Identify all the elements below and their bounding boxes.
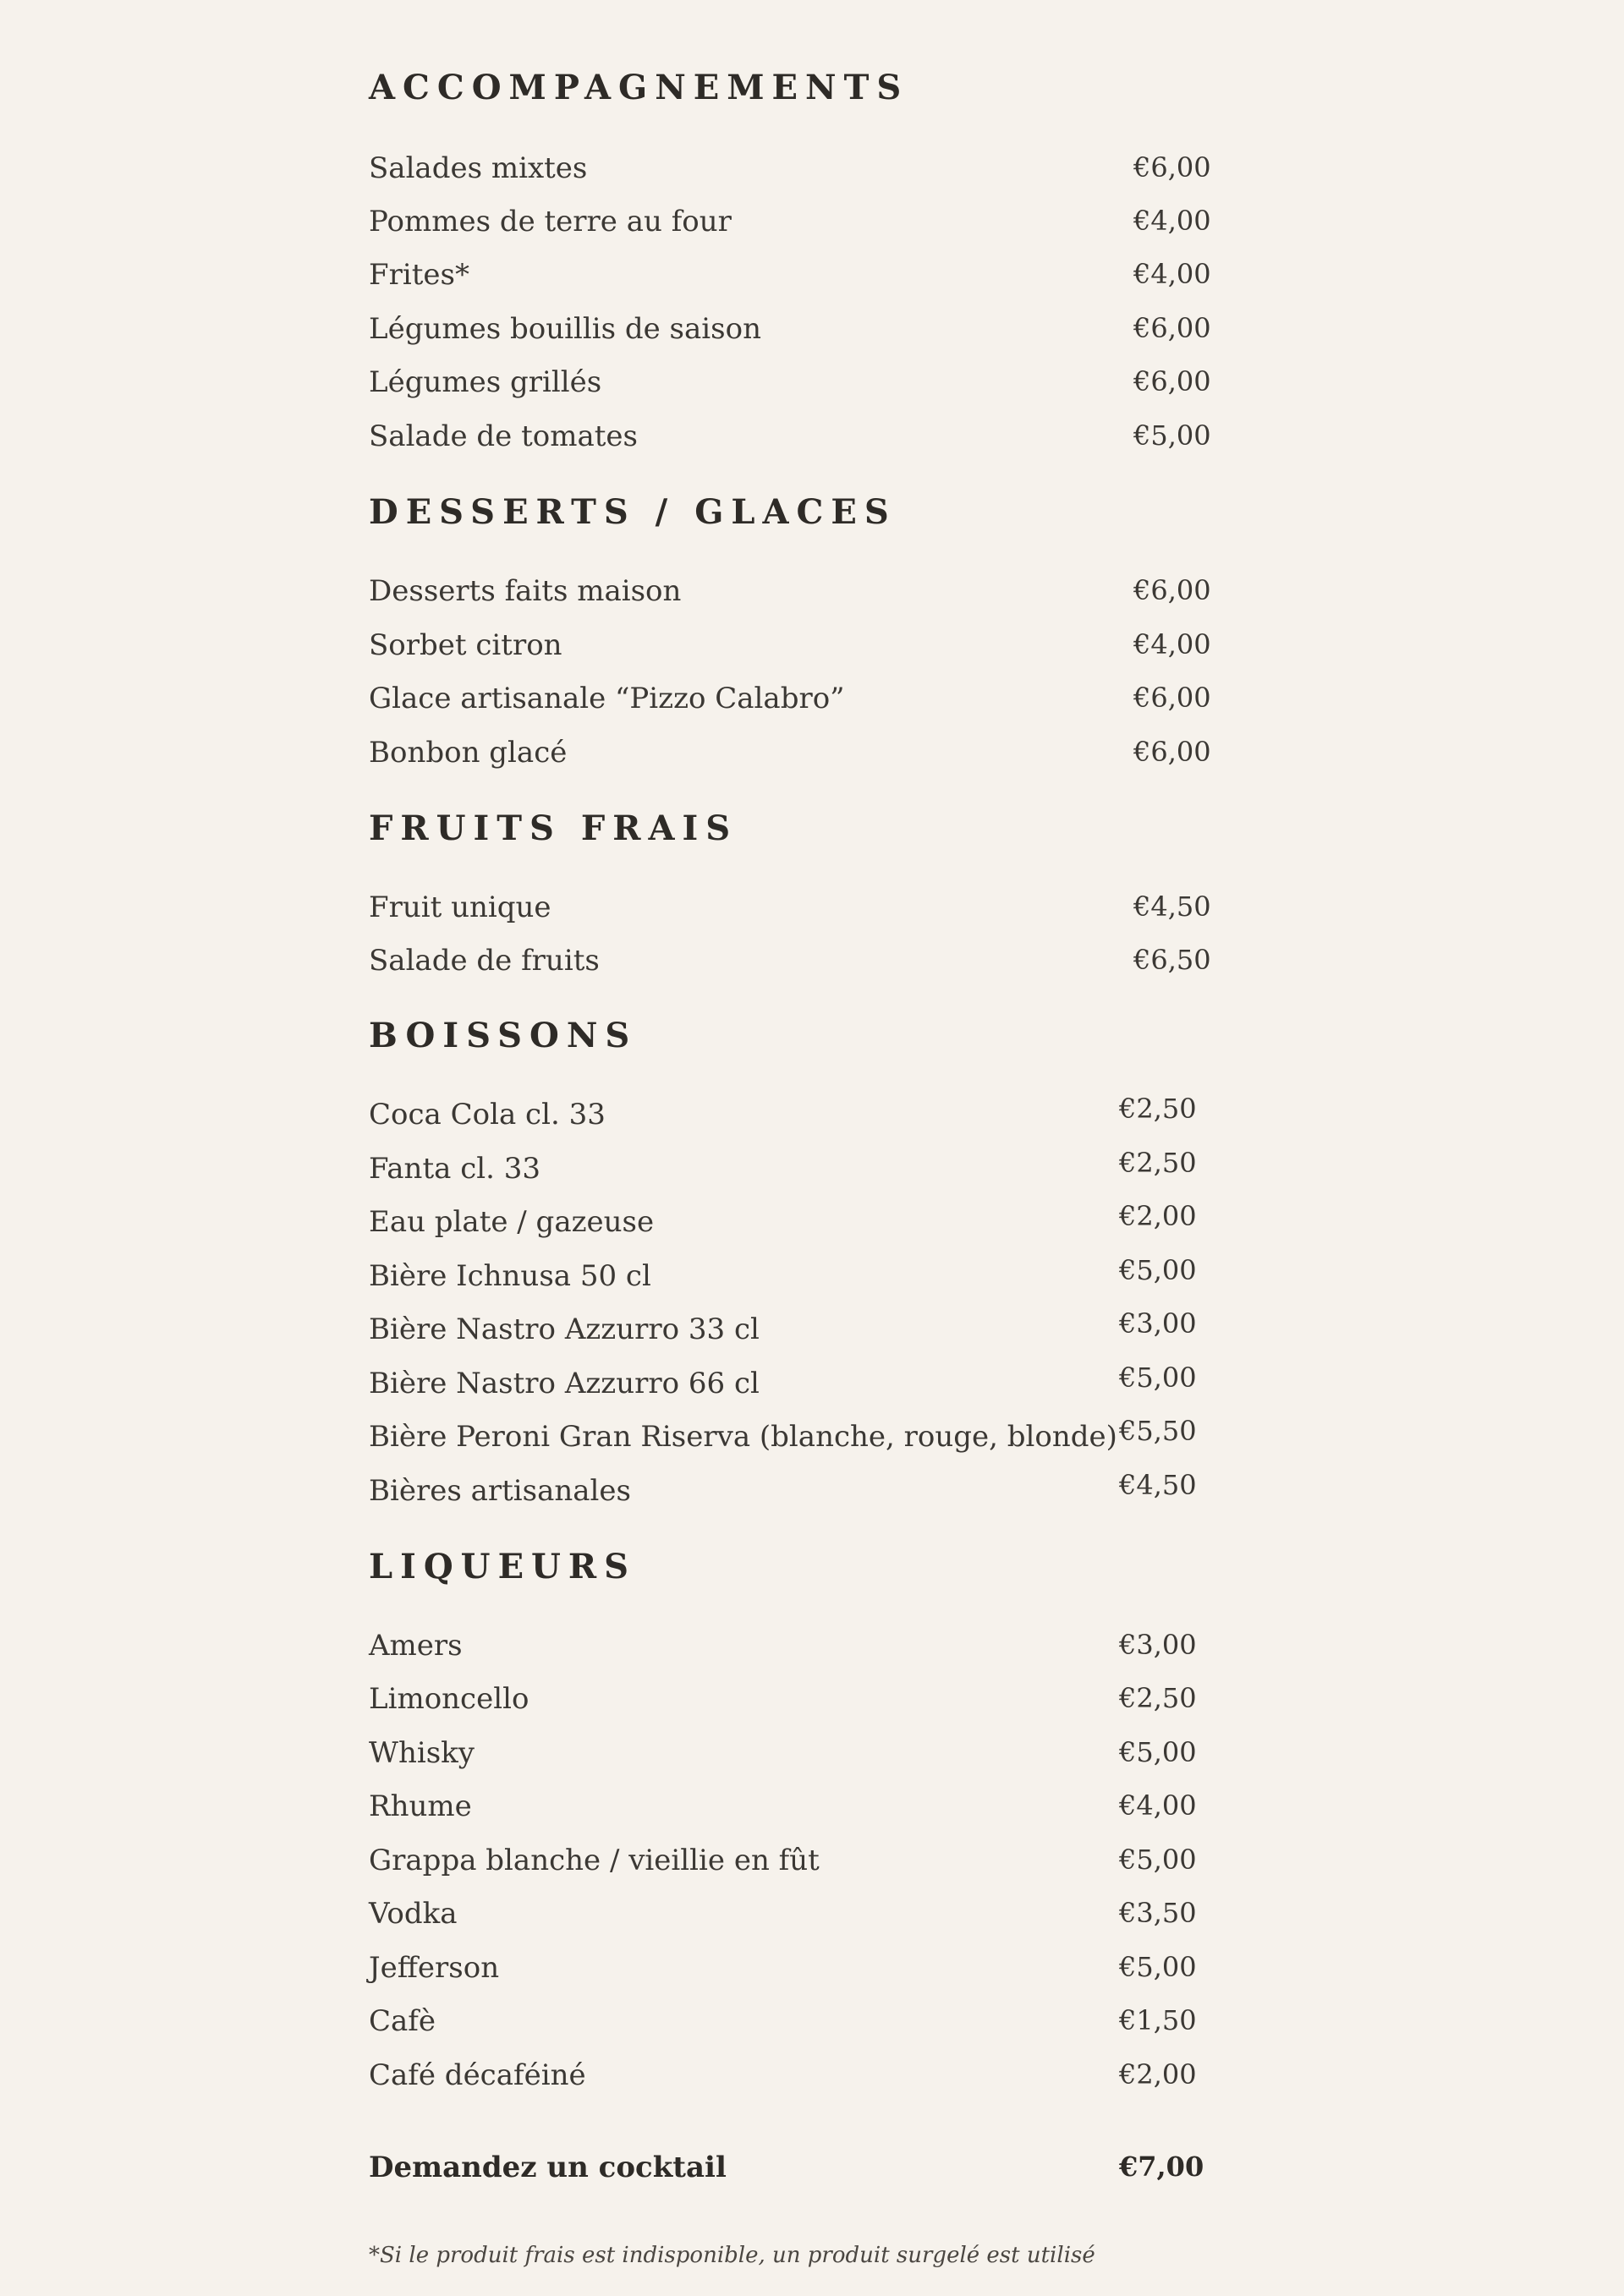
item-name: Bonbon glacé [369, 736, 568, 770]
item-price: €4,00 [1133, 258, 1211, 290]
item-price: €6,50 [1133, 944, 1211, 976]
item-price: €5,00 [1119, 1951, 1197, 1983]
menu-item [369, 205, 1215, 252]
section-title-boissons: BOISSONS [369, 1016, 638, 1055]
section-title-desserts-glaces: DESSERTS / GLACES [369, 492, 897, 532]
item-name: Vodka [369, 1897, 458, 1931]
menu-item [369, 1844, 1215, 1891]
item-name: Sorbet citron [369, 628, 562, 662]
menu-item [369, 258, 1215, 305]
menu-item [369, 574, 1215, 622]
item-name: Desserts faits maison [369, 574, 682, 608]
item-name: Pommes de terre au four [369, 205, 732, 238]
item-name: Bière Ichnusa 50 cl [369, 1259, 651, 1293]
item-price: €3,50 [1119, 1897, 1197, 1929]
item-name: Salades mixtes [369, 151, 588, 185]
item-name: Café décaféiné [369, 2058, 586, 2092]
item-name: Cafè [369, 2004, 436, 2038]
section-title-fruits-frais: FRUITS FRAIS [369, 808, 738, 848]
item-name: Fanta cl. 33 [369, 1152, 540, 1186]
item-price: €6,00 [1133, 151, 1211, 184]
item-name: Limoncello [369, 1682, 529, 1716]
item-price: €5,50 [1119, 1415, 1197, 1447]
menu-item [369, 1362, 1215, 1414]
item-price: €4,00 [1133, 205, 1211, 237]
cocktail-label: Demandez un cocktail [369, 2151, 727, 2184]
menu-item [369, 1682, 1215, 1729]
item-name: Glace artisanale “Pizzo Calabro” [369, 682, 845, 715]
item-name: Bière Peroni Gran Riserva (blanche, rouge, blonde) [369, 1420, 1117, 1454]
item-name: Légumes bouillis de saison [369, 312, 761, 346]
section-title-accompagnements: ACCOMPAGNEMENTS [369, 68, 909, 107]
menu-item [369, 1307, 1215, 1360]
item-price: €2,50 [1119, 1093, 1197, 1125]
menu-item [369, 736, 1215, 783]
menu-item [369, 890, 1215, 938]
item-price: €5,00 [1119, 1844, 1197, 1876]
menu-item [369, 1897, 1215, 1944]
item-price: €6,00 [1133, 682, 1211, 714]
item-price: €2,50 [1119, 1147, 1197, 1179]
item-name: Frites* [369, 258, 469, 292]
menu-item [369, 628, 1215, 676]
item-name: Salade de fruits [369, 944, 600, 978]
section-title-liqueurs: LIQUEURS [369, 1547, 637, 1586]
item-price: €2,00 [1119, 2058, 1197, 2091]
menu-item [369, 312, 1215, 359]
item-name: Whisky [369, 1736, 475, 1770]
menu-item [369, 365, 1215, 413]
item-price: €4,00 [1119, 1789, 1197, 1822]
item-price: €3,00 [1119, 1629, 1197, 1661]
item-name: Eau plate / gazeuse [369, 1205, 655, 1239]
menu-item [369, 2058, 1215, 2106]
item-name: Bière Nastro Azzurro 66 cl [369, 1367, 760, 1400]
item-name: Coca Cola cl. 33 [369, 1098, 606, 1132]
item-price: €3,00 [1119, 1307, 1197, 1340]
menu-item [369, 1789, 1215, 1837]
menu-item [369, 944, 1215, 991]
cocktail-price: €7,00 [1119, 2151, 1204, 2183]
menu-item [369, 1093, 1215, 1145]
cocktail-row [369, 2151, 1215, 2198]
menu-item [369, 419, 1215, 467]
item-price: €6,00 [1133, 365, 1211, 397]
item-price: €2,50 [1119, 1682, 1197, 1714]
item-price: €5,00 [1119, 1254, 1197, 1286]
item-name: Grappa blanche / vieillie en fût [369, 1844, 820, 1877]
item-name: Fruit unique [369, 890, 551, 924]
menu-item [369, 151, 1215, 199]
item-price: €2,00 [1119, 1200, 1197, 1232]
menu-item [369, 1254, 1215, 1307]
item-price: €5,00 [1119, 1736, 1197, 1768]
menu-item [369, 2004, 1215, 2052]
menu-item [369, 1736, 1215, 1784]
menu-item [369, 1951, 1215, 1998]
item-name: Légumes grillés [369, 365, 602, 399]
menu-item [369, 1147, 1215, 1199]
menu-item [369, 1415, 1215, 1467]
item-price: €4,00 [1133, 628, 1211, 660]
item-name: Jefferson [369, 1951, 500, 1985]
item-price: €6,00 [1133, 312, 1211, 344]
menu-item [369, 1200, 1215, 1252]
item-name: Rhume [369, 1789, 472, 1823]
item-name: Amers [369, 1629, 463, 1663]
item-name: Bières artisanales [369, 1474, 632, 1508]
item-price: €5,00 [1133, 419, 1211, 452]
menu-item [369, 1629, 1215, 1676]
item-price: €4,50 [1133, 890, 1211, 923]
item-price: €1,50 [1119, 2004, 1197, 2036]
item-price: €4,50 [1119, 1469, 1197, 1501]
item-price: €6,00 [1133, 736, 1211, 768]
footnote: *Si le produit frais est indisponible, un produit surgelé est utilisé [369, 2243, 1095, 2268]
menu-item [369, 1469, 1215, 1521]
item-price: €6,00 [1133, 574, 1211, 606]
item-name: Salade de tomates [369, 419, 638, 453]
item-name: Bière Nastro Azzurro 33 cl [369, 1312, 760, 1346]
menu-item [369, 682, 1215, 729]
item-price: €5,00 [1119, 1362, 1197, 1394]
